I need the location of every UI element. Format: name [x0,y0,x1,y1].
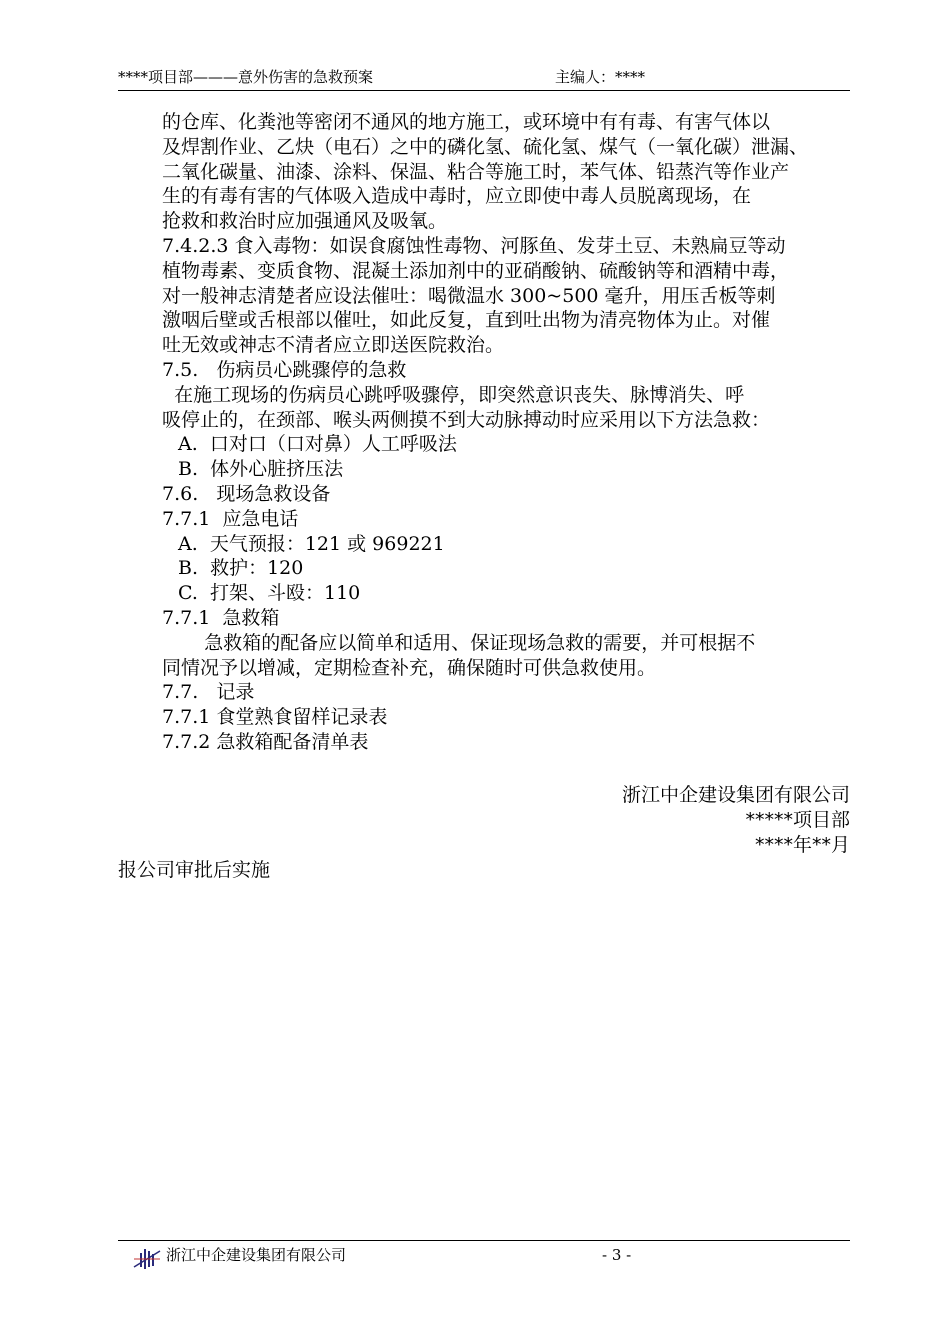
section-771-heading: 7.7.1 应急电话 [162,507,299,530]
body-line: 二氧化碳量、油漆、涂料、保温、粘合等施工时，苯气体、铅蒸汽等作业产 [162,160,790,183]
body-line: 及焊割作业、乙炔（电石）之中的磷化氢、硫化氢、煤气（一氧化碳）泄漏、 [162,135,809,158]
section-7423-line: 植物毒素、变质食物、混凝土添加剂中的亚硝酸钠、硫酸钠等和酒精中毒， [162,259,790,282]
list-item: B. 救护：120 [178,557,304,580]
header-editor: 主编人：**** [555,68,646,86]
signature-department: *****项目部 [745,809,850,831]
page-footer [118,1240,850,1275]
section-7423-line: 吐无效或神志不清者应立即送医院救治。 [162,334,505,357]
section-75-line: 在施工现场的伤病员心跳呼吸骤停，即突然意识丧失、脉博消失、呼 [162,383,745,406]
body-line: 的仓库、化粪池等密闭不通风的地方施工，或环境中有有毒、有害气体以 [162,111,771,133]
section-7423-line: 7.4.2.3 食入毒物：如误食腐蚀性毒物、河豚鱼、发芽土豆、未熟扁豆等动 [162,234,786,257]
page-header [118,66,850,91]
signature-date: ****年**月 [754,834,850,856]
section-77-heading: 7.7. 记录 [162,681,255,704]
header-title: ****项目部———意外伤害的急救预案 [118,68,374,86]
list-item: A. 天气预报：121 或 969221 [178,532,445,555]
section-75-line: 吸停止的，在颈部、喉头两侧摸不到大动脉搏动时应采用以下方法急救： [162,408,771,431]
section-771b-heading: 7.7.1 急救箱 [162,606,280,629]
list-item: C. 打架、斗殴：110 [178,582,361,605]
page-number: - 3 - [602,1246,632,1264]
signature-company: 浙江中企建设集团有限公司 [621,784,850,806]
section-75-heading: 7.5. 伤病员心跳骤停的急救 [162,358,407,381]
section-7423-line: 激咽后壁或舌根部以催吐，如此反复，直到吐出物为清亮物体为止。对催 [162,309,771,332]
list-item: A. 口对口（口对鼻）人工呼吸法 [178,433,457,456]
company-logo-icon [132,1245,162,1271]
list-item: B. 体外心脏挤压法 [178,458,344,481]
list-item: 7.7.2 急救箱配备清单表 [162,730,369,753]
footer-company: 浙江中企建设集团有限公司 [166,1246,347,1264]
section-771b-line: 同情况予以增减，定期检查补充，确保随时可供急救使用。 [162,656,657,679]
section-771b-line: 急救箱的配备应以简单和适用、保证现场急救的需要，并可根据不 [162,631,756,654]
section-7423-line: 对一般神志清楚者应设法催吐：喝微温水 300~500 毫升，用压舌板等刺 [162,284,776,307]
body-line: 生的有毒有害的气体吸入造成中毒时，应立即使中毒人员脱离现场，在 [162,185,752,208]
approval-note: 报公司审批后实施 [118,859,271,881]
document-body [162,110,852,755]
list-item: 7.7.1 食堂熟食留样记录表 [162,706,388,729]
section-76-heading: 7.6. 现场急救设备 [162,482,331,505]
body-line: 抢救和救治时应加强通风及吸氧。 [162,210,448,233]
signature-block [622,783,850,858]
